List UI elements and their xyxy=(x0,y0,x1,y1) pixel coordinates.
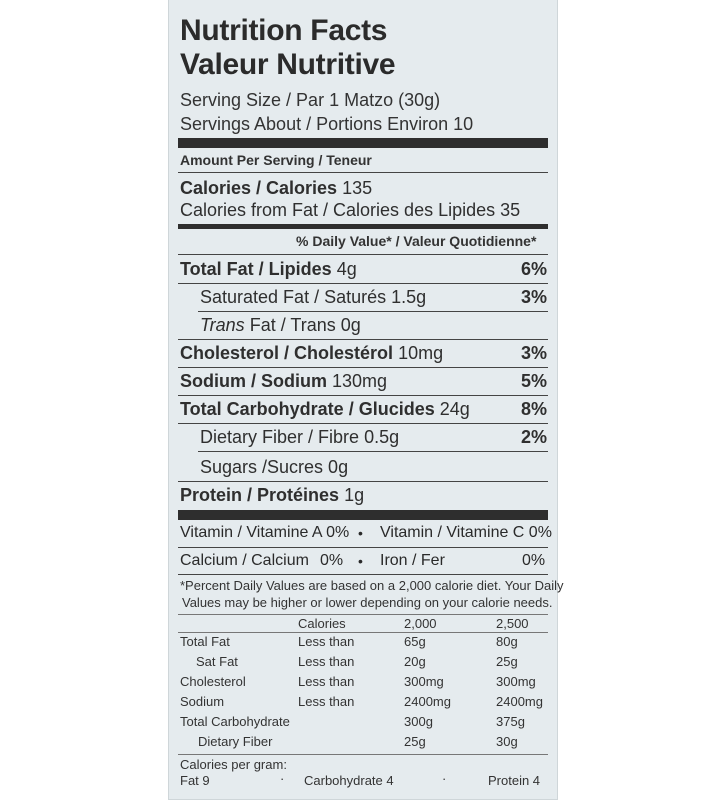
dot-separator: · xyxy=(280,771,285,786)
table-row-name: Sodium xyxy=(180,694,225,709)
cholesterol-pct: 3% xyxy=(520,343,547,363)
total-fat-label: Total Fat / Lipides xyxy=(180,259,332,279)
divider xyxy=(178,172,548,173)
table-row-v1: 300g xyxy=(404,714,433,729)
protein-label: Protein / Protéines xyxy=(180,485,340,505)
title-english: Nutrition Facts xyxy=(180,14,388,47)
divider xyxy=(178,632,548,633)
sodium-label: Sodium / Sodium xyxy=(180,371,327,391)
thick-divider xyxy=(178,138,548,148)
table-row-limit: Less than xyxy=(298,694,355,709)
calories-from-fat: Calories from Fat / Calories des Lipides 35 xyxy=(180,200,521,220)
calcium-label: Calcium / Calcium xyxy=(180,552,309,569)
thick-divider xyxy=(178,510,548,520)
table-row-v1: 300mg xyxy=(404,674,444,689)
sodium-pct: 5% xyxy=(520,371,547,391)
divider xyxy=(178,547,548,548)
divider xyxy=(178,283,548,284)
table-row-v2: 2400mg xyxy=(496,694,543,709)
cholesterol-row xyxy=(180,343,443,364)
total-fat-pct: 6% xyxy=(520,259,547,279)
bullet-separator: • xyxy=(358,525,363,541)
table-header-2000: 2,000 xyxy=(404,616,437,631)
divider xyxy=(198,311,548,312)
table-row-v2: 30g xyxy=(496,734,518,749)
fiber-row xyxy=(200,427,399,448)
carb-pct: 8% xyxy=(520,399,547,419)
dot-separator: · xyxy=(442,771,447,786)
vitamin-a: Vitamin / Vitamine A 0% xyxy=(180,524,350,541)
table-row-name: Total Carbohydrate xyxy=(180,714,290,729)
calcium-pct: 0% xyxy=(320,552,344,569)
serving-size: Serving Size / Par 1 Matzo (30g) xyxy=(180,90,441,110)
carb-amount: 24g xyxy=(439,399,470,419)
calories-per-gram: Calories per gram: xyxy=(180,757,287,772)
calories-row xyxy=(180,178,372,199)
trans-label-italic: Trans xyxy=(200,315,245,335)
divider xyxy=(178,423,548,424)
divider xyxy=(178,481,548,482)
footnote-line-1: *Percent Daily Values are based on a 2,000 calorie diet. Your Daily xyxy=(180,578,564,593)
calories-value: 135 xyxy=(342,178,373,198)
table-row-name: Cholesterol xyxy=(180,674,246,689)
bullet-separator: • xyxy=(358,553,363,569)
table-row-v1: 20g xyxy=(404,654,426,669)
trans-fat-row xyxy=(200,315,361,336)
table-row-v2: 375g xyxy=(496,714,525,729)
carb-row xyxy=(180,399,470,420)
fiber-pct: 2% xyxy=(520,427,547,447)
protein-amount: 1g xyxy=(344,485,365,505)
table-row-v1: 25g xyxy=(404,734,426,749)
medium-divider xyxy=(178,224,548,229)
protein-per-gram: Protein 4 xyxy=(488,773,541,788)
table-row-v1: 65g xyxy=(404,634,426,649)
table-row-limit: Less than xyxy=(298,634,355,649)
table-row-name: Sat Fat xyxy=(196,654,238,669)
vitamin-c: Vitamin / Vitamine C 0% xyxy=(380,524,552,541)
table-row-v2: 80g xyxy=(496,634,518,649)
fiber-amount: 0.5g xyxy=(364,427,400,447)
sat-fat-label: Saturated Fat / Saturés xyxy=(200,287,387,307)
table-row-limit: Less than xyxy=(298,674,355,689)
divider xyxy=(178,395,548,396)
table-header-2500: 2,500 xyxy=(496,616,529,631)
table-row-v1: 2400mg xyxy=(404,694,451,709)
divider xyxy=(178,367,548,368)
divider xyxy=(178,754,548,755)
title-french: Valeur Nutritive xyxy=(180,48,396,81)
iron-label: Iron / Fer xyxy=(380,552,445,569)
divider xyxy=(178,574,548,575)
divider xyxy=(178,254,548,255)
sat-fat-amount: 1.5g xyxy=(391,287,427,307)
sat-fat-row xyxy=(200,287,426,308)
table-header-calories: Calories xyxy=(298,616,346,631)
sugars-row: Sugars /Sucres 0g xyxy=(200,457,349,477)
cholesterol-label: Cholesterol / Cholestérol xyxy=(180,343,394,363)
fiber-label: Dietary Fiber / Fibre xyxy=(200,427,360,447)
table-row-name: Dietary Fiber xyxy=(198,734,273,749)
fat-per-gram: Fat 9 xyxy=(180,773,210,788)
cholesterol-amount: 10mg xyxy=(398,343,444,363)
calories-label: Calories / Calories xyxy=(180,178,338,198)
sodium-row xyxy=(180,371,387,392)
footnote-line-2: Values may be higher or lower depending on your calorie needs. xyxy=(182,595,553,610)
table-row-name: Total Fat xyxy=(180,634,230,649)
total-fat-row xyxy=(180,259,357,280)
table-row-v2: 25g xyxy=(496,654,518,669)
table-row-v2: 300mg xyxy=(496,674,536,689)
iron-pct: 0% xyxy=(522,552,546,569)
total-fat-amount: 4g xyxy=(336,259,357,279)
daily-value-header: % Daily Value* / Valeur Quotidienne* xyxy=(296,233,537,249)
carb-per-gram: Carbohydrate 4 xyxy=(304,773,394,788)
sat-fat-pct: 3% xyxy=(520,287,547,307)
trans-fat-label: Fat / Trans 0g xyxy=(249,315,361,335)
divider xyxy=(198,451,548,452)
sodium-amount: 130mg xyxy=(332,371,388,391)
carb-label: Total Carbohydrate / Glucides xyxy=(180,399,435,419)
table-row-limit: Less than xyxy=(298,654,355,669)
divider xyxy=(178,339,548,340)
divider xyxy=(178,614,548,615)
protein-row xyxy=(180,485,364,506)
amount-per-serving: Amount Per Serving / Teneur xyxy=(180,152,372,168)
servings-per-container: Servings About / Portions Environ 10 xyxy=(180,114,474,134)
